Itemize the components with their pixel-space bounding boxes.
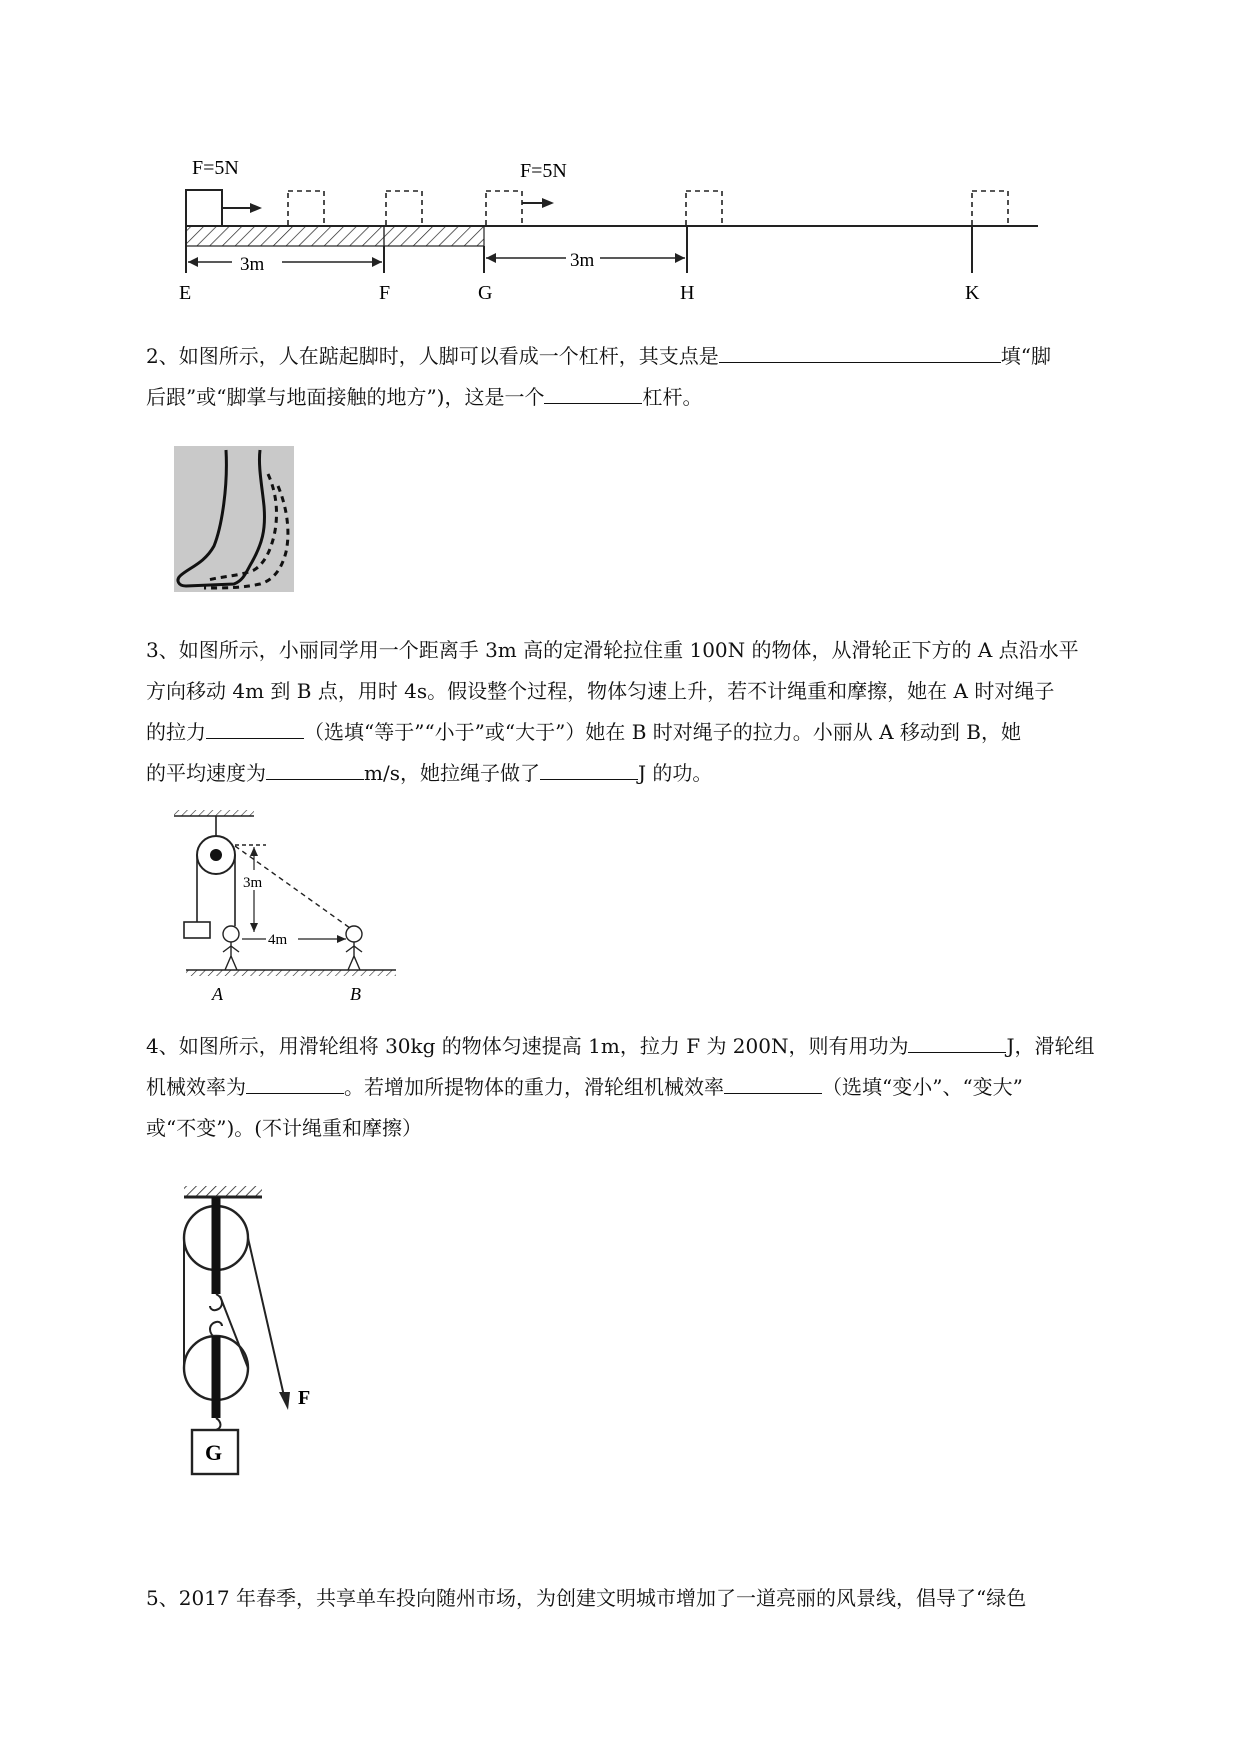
ceiling bbox=[184, 1186, 262, 1196]
question-2 bbox=[146, 336, 1146, 418]
question-4-text-e: （选填“变小”、“变大” bbox=[822, 1075, 1023, 1099]
person-a bbox=[223, 926, 239, 970]
dimension-arrowhead-f bbox=[372, 257, 382, 267]
question-3 bbox=[146, 630, 1146, 794]
question-5-line-1: 5、2017 年春季，共享单车投向随州市场，为创建文明城市增加了一道亮丽的风景线，倡导了“绿色 bbox=[146, 1586, 1027, 1610]
question-2-text-3: 后跟”或“脚掌与地面接触的地方”)，这是一个 bbox=[146, 385, 545, 409]
answer-blank-efficiency[interactable] bbox=[246, 1067, 344, 1094]
question-4-line-1 bbox=[146, 1026, 1146, 1067]
question-2-line-1 bbox=[146, 336, 1146, 377]
distance-arrowhead-right bbox=[337, 935, 346, 943]
ceiling bbox=[174, 810, 254, 816]
dashed-block-3 bbox=[486, 191, 522, 226]
person-b bbox=[346, 926, 362, 970]
point-label-f: F bbox=[379, 282, 391, 304]
block bbox=[186, 190, 222, 226]
question-2-line-2 bbox=[146, 377, 1146, 418]
foot-image bbox=[174, 446, 294, 592]
point-label-h: H bbox=[680, 282, 695, 304]
question-4-text-c: 机械效率为 bbox=[146, 1075, 246, 1099]
weight-label: G bbox=[205, 1440, 223, 1465]
rough-surface-ef bbox=[186, 226, 384, 246]
question-2-text-4: 杠杆。 bbox=[642, 385, 703, 409]
answer-blank-useful-work[interactable] bbox=[908, 1026, 1006, 1053]
force-arrowhead-right bbox=[542, 198, 554, 208]
pulley-system-diagram bbox=[176, 1186, 336, 1516]
distance-label-gh: 3m bbox=[570, 250, 595, 271]
answer-blank-lever-type[interactable] bbox=[544, 377, 642, 404]
question-4-line-3: 或“不变”)。(不计绳重和摩擦） bbox=[146, 1116, 423, 1140]
dimension-arrowhead-e bbox=[188, 257, 198, 267]
question-3-line-4 bbox=[146, 753, 1146, 794]
question-4-text-a: 4、如图所示，用滑轮组将 30kg 的物体匀速提高 1m，拉力 F 为 200N，则有用功为 bbox=[146, 1034, 909, 1058]
rope-free-end bbox=[248, 1238, 284, 1396]
question-3-line-3 bbox=[146, 712, 1146, 753]
label-a: A bbox=[212, 984, 223, 1004]
dashed-block-2 bbox=[386, 191, 422, 226]
answer-blank-efficiency-change[interactable] bbox=[724, 1067, 822, 1094]
dashed-block-5 bbox=[972, 191, 1008, 226]
question-4-line-2 bbox=[146, 1067, 1146, 1108]
question-5 bbox=[146, 1578, 1146, 1619]
force-label: F bbox=[298, 1387, 311, 1409]
dimension-arrowhead-h bbox=[675, 253, 685, 263]
dashed-block-4 bbox=[686, 191, 722, 226]
force-arrowhead-left bbox=[250, 203, 262, 213]
point-label-e: E bbox=[179, 282, 192, 304]
question-3-text-a: 的拉力 bbox=[146, 720, 206, 744]
question-3-text-c: 的平均速度为 bbox=[146, 761, 266, 785]
distance-label: 4m bbox=[268, 932, 288, 948]
answer-blank-fulcrum[interactable] bbox=[719, 336, 1001, 363]
question-4 bbox=[146, 1026, 1146, 1149]
question-2-text-2: 填“脚 bbox=[1000, 344, 1051, 368]
height-arrowhead-top bbox=[250, 847, 258, 856]
ground bbox=[186, 970, 396, 976]
question-3-line-2: 方向移动 4m 到 B 点，用时 4s。假设整个过程，物体匀速上升，若不计绳重和摩擦，她在 A 时对绳子 bbox=[146, 679, 1055, 703]
height-label: 3m bbox=[243, 875, 263, 891]
answer-blank-speed[interactable] bbox=[266, 753, 364, 780]
label-b: B bbox=[350, 984, 361, 1004]
rough-surface-fg bbox=[384, 226, 484, 246]
question-3-text-e: J 的功。 bbox=[637, 761, 713, 785]
point-label-k: K bbox=[965, 282, 980, 304]
question-3-line-1: 3、如图所示，小丽同学用一个距离手 3m 高的定滑轮拉住重 100N 的物体，从滑轮正下方的 A 点沿水平 bbox=[146, 638, 1079, 662]
height-arrowhead-bottom bbox=[250, 923, 258, 932]
question-3-text-b: （选填“等于”“小于”或“大于”）她在 B 时对绳子的拉力。小丽从 A 移动到 B，她 bbox=[304, 720, 1021, 744]
question-4-text-d: 。若增加所提物体的重力，滑轮组机械效率 bbox=[344, 1075, 724, 1099]
point-label-g: G bbox=[478, 282, 493, 304]
track-diagram bbox=[170, 145, 1060, 315]
question-2-text-1: 2、如图所示，人在踮起脚时，人脚可以看成一个杠杆，其支点是 bbox=[146, 344, 719, 368]
question-4-text-b: J，滑轮组 bbox=[1006, 1034, 1095, 1058]
force-label-right: F=5N bbox=[520, 160, 567, 182]
force-arrowhead bbox=[279, 1392, 290, 1410]
distance-label-ef: 3m bbox=[240, 254, 265, 275]
hook-weight bbox=[216, 1418, 221, 1430]
force-label-left: F=5N bbox=[192, 157, 239, 179]
pulley-axle bbox=[210, 849, 222, 861]
dashed-block-1 bbox=[288, 191, 324, 226]
question-3-text-d: m/s，她拉绳子做了 bbox=[364, 761, 540, 785]
dimension-arrowhead-g bbox=[486, 253, 496, 263]
weight-box bbox=[184, 922, 210, 938]
answer-blank-work[interactable] bbox=[540, 753, 638, 780]
answer-blank-force-compare[interactable] bbox=[206, 712, 304, 739]
fixed-pulley-diagram bbox=[170, 810, 400, 1010]
